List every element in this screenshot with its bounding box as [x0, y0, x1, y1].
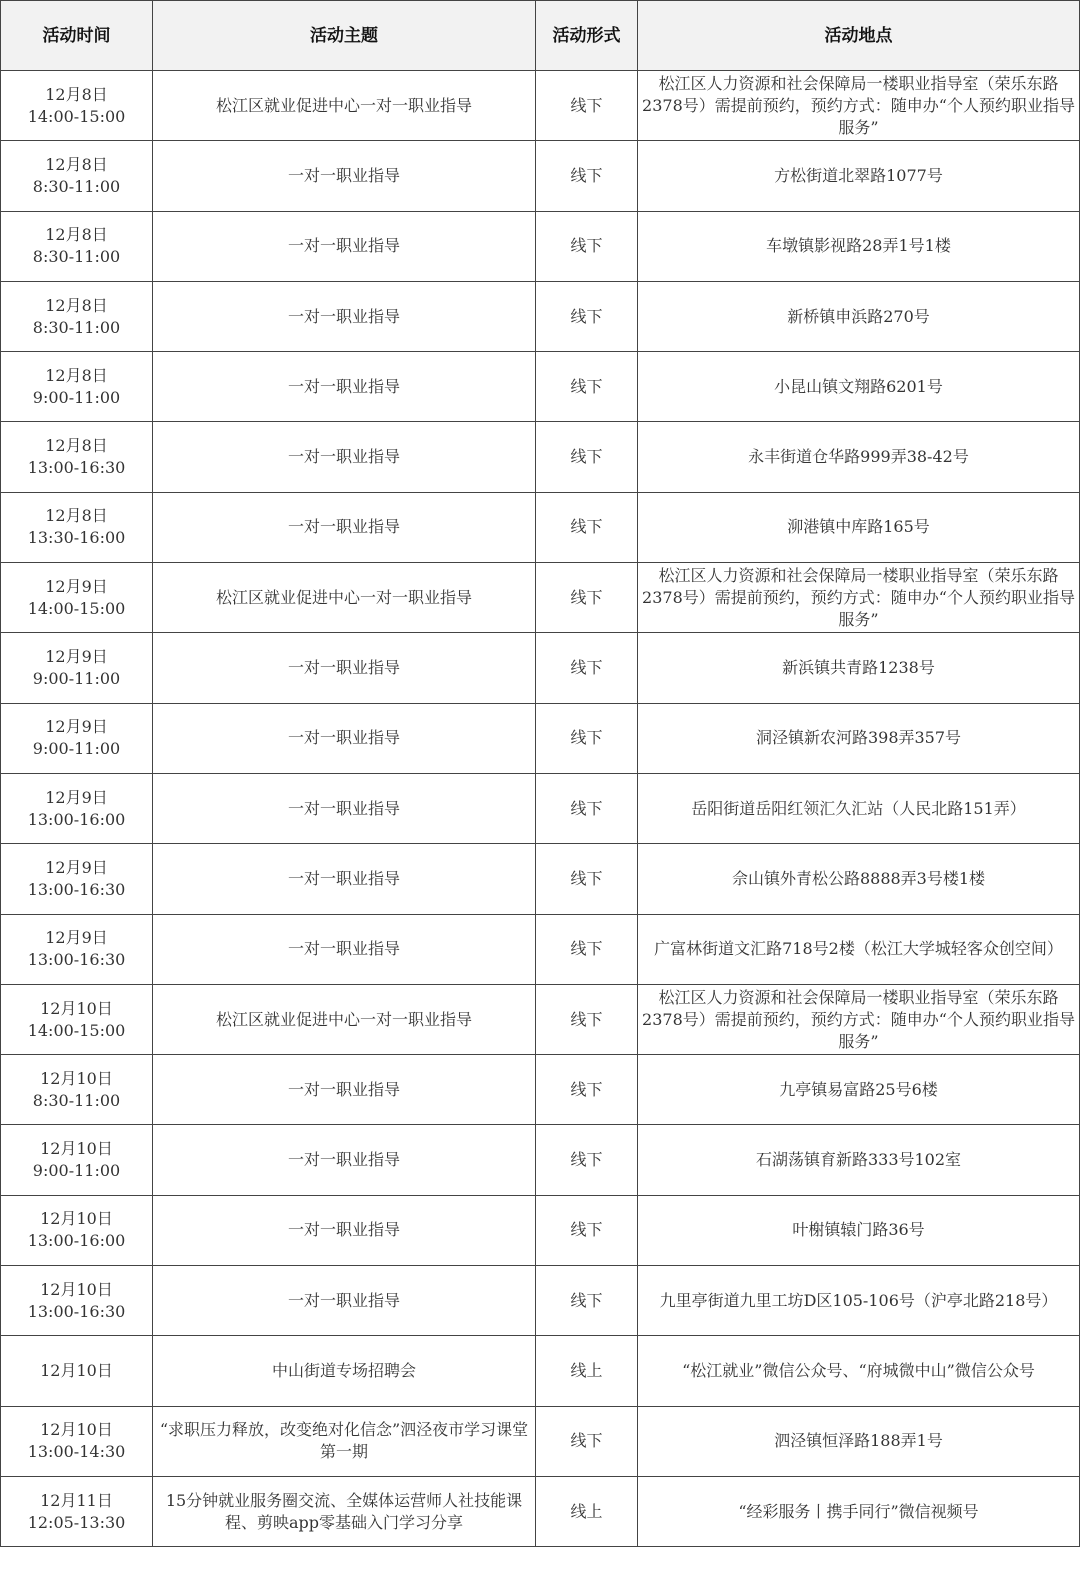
activity-time: 12:05-13:30 [27, 1512, 126, 1532]
activity-location: 岳阳街道岳阳红领汇久汇站（人民北路151弄） [638, 773, 1080, 843]
activity-topic: 一对一职业指导 [153, 141, 536, 211]
table-body [1, 71, 1080, 1547]
time-cell [1, 71, 153, 141]
table-row [1, 1266, 1080, 1336]
activity-location: 九亭镇易富路25号6楼 [638, 1055, 1080, 1125]
activity-date: 12月10日 [40, 1139, 113, 1159]
time-cell [1, 984, 153, 1054]
activity-location: 永丰街道仓华路999弄38-42号 [638, 422, 1080, 492]
activity-topic: 一对一职业指导 [153, 1055, 536, 1125]
table-row [1, 492, 1080, 562]
activity-time: 14:00-15:00 [27, 598, 126, 618]
activity-date: 12月10日 [40, 998, 113, 1018]
header-row [1, 1, 1080, 71]
activity-date: 12月9日 [45, 928, 108, 948]
activity-date: 12月10日 [40, 1209, 113, 1229]
time-cell [1, 914, 153, 984]
activity-format: 线下 [536, 633, 638, 703]
activity-format: 线下 [536, 1195, 638, 1265]
activity-topic: “求职压力释放，改变绝对化信念”泗泾夜市学习课堂第一期 [153, 1406, 536, 1476]
activity-format: 线下 [536, 773, 638, 843]
activity-time: 9:00-11:00 [32, 1161, 121, 1181]
activity-date: 12月8日 [45, 436, 108, 456]
activity-time: 9:00-11:00 [32, 739, 121, 759]
table-row [1, 563, 1080, 633]
activity-location: “经彩服务丨携手同行”微信视频号 [638, 1476, 1080, 1546]
activity-time: 14:00-15:00 [27, 106, 126, 126]
activity-location: 方松街道北翠路1077号 [638, 141, 1080, 211]
activity-time: 13:00-16:00 [27, 809, 126, 829]
activity-time: 8:30-11:00 [32, 317, 121, 337]
activity-date: 12月8日 [45, 225, 108, 245]
activity-format: 线下 [536, 1055, 638, 1125]
activity-location: “松江就业”微信公众号、“府城微中山”微信公众号 [638, 1336, 1080, 1406]
header-topic: 活动主题 [153, 1, 536, 71]
table-row [1, 1055, 1080, 1125]
activity-time: 13:00-16:30 [27, 458, 126, 478]
activity-time: 14:00-15:00 [27, 1020, 126, 1040]
activity-date: 12月9日 [45, 787, 108, 807]
activity-format: 线下 [536, 563, 638, 633]
activity-topic: 一对一职业指导 [153, 1266, 536, 1336]
activity-date: 12月8日 [45, 154, 108, 174]
activity-topic: 一对一职业指导 [153, 422, 536, 492]
activity-location: 车墩镇影视路28弄1号1楼 [638, 211, 1080, 281]
activity-topic: 一对一职业指导 [153, 1195, 536, 1265]
activity-format: 线下 [536, 914, 638, 984]
activity-format: 线下 [536, 984, 638, 1054]
activity-date: 12月8日 [45, 506, 108, 526]
activity-format: 线下 [536, 492, 638, 562]
table-row [1, 1336, 1080, 1406]
activity-date: 12月10日 [40, 1360, 113, 1380]
table-row [1, 773, 1080, 843]
activity-location: 松江区人力资源和社会保障局一楼职业指导室（荣乐东路2378号）需提前预约，预约方式：随申办“个人预约职业指导服务” [638, 71, 1080, 141]
activity-date: 12月9日 [45, 857, 108, 877]
activity-format: 线下 [536, 422, 638, 492]
activity-topic: 一对一职业指导 [153, 773, 536, 843]
activity-format: 线下 [536, 1406, 638, 1476]
activity-location: 九里亭街道九里工坊D区105-106号（沪亭北路218号） [638, 1266, 1080, 1336]
time-cell [1, 492, 153, 562]
table-row [1, 1195, 1080, 1265]
activity-location: 松江区人力资源和社会保障局一楼职业指导室（荣乐东路2378号）需提前预约，预约方式：随申办“个人预约职业指导服务” [638, 563, 1080, 633]
activity-location: 叶榭镇辕门路36号 [638, 1195, 1080, 1265]
table-row [1, 984, 1080, 1054]
activity-format: 线下 [536, 844, 638, 914]
activity-time: 13:30-16:00 [27, 528, 126, 548]
activity-location: 新浜镇共青路1238号 [638, 633, 1080, 703]
activity-topic: 一对一职业指导 [153, 914, 536, 984]
table-row [1, 422, 1080, 492]
activity-time: 13:00-16:00 [27, 1231, 126, 1251]
activity-format: 线下 [536, 71, 638, 141]
activity-date: 12月11日 [40, 1490, 113, 1510]
activity-time: 13:00-16:30 [27, 950, 126, 970]
activity-format: 线下 [536, 211, 638, 281]
activity-date: 12月9日 [45, 717, 108, 737]
activity-topic: 一对一职业指导 [153, 492, 536, 562]
time-cell [1, 844, 153, 914]
activity-date: 12月8日 [45, 365, 108, 385]
activity-format: 线下 [536, 1125, 638, 1195]
activity-format: 线下 [536, 1266, 638, 1336]
activity-date: 12月10日 [40, 1420, 113, 1440]
activity-topic: 一对一职业指导 [153, 1125, 536, 1195]
header-format: 活动形式 [536, 1, 638, 71]
activity-time: 9:00-11:00 [32, 387, 121, 407]
activity-location: 泖港镇中库路165号 [638, 492, 1080, 562]
time-cell [1, 141, 153, 211]
table-row [1, 1125, 1080, 1195]
header-location: 活动地点 [638, 1, 1080, 71]
table-row [1, 141, 1080, 211]
activity-time: 13:00-16:30 [27, 1301, 126, 1321]
activity-topic: 一对一职业指导 [153, 352, 536, 422]
time-cell [1, 563, 153, 633]
table-row [1, 844, 1080, 914]
activity-format: 线上 [536, 1476, 638, 1546]
activity-location: 佘山镇外青松公路8888弄3号楼1楼 [638, 844, 1080, 914]
activity-topic: 一对一职业指导 [153, 703, 536, 773]
activity-topic: 一对一职业指导 [153, 281, 536, 351]
activity-format: 线下 [536, 281, 638, 351]
time-cell [1, 352, 153, 422]
activity-format: 线下 [536, 703, 638, 773]
activity-format: 线下 [536, 352, 638, 422]
activity-location: 广富林街道文汇路718号2楼（松江大学城轻客众创空间） [638, 914, 1080, 984]
time-cell [1, 633, 153, 703]
header-time: 活动时间 [1, 1, 153, 71]
time-cell [1, 1055, 153, 1125]
activity-date: 12月10日 [40, 1068, 113, 1088]
table-row [1, 1476, 1080, 1546]
activity-location: 新桥镇申浜路270号 [638, 281, 1080, 351]
activity-topic: 松江区就业促进中心一对一职业指导 [153, 984, 536, 1054]
activity-location: 松江区人力资源和社会保障局一楼职业指导室（荣乐东路2378号）需提前预约，预约方式：随申办“个人预约职业指导服务” [638, 984, 1080, 1054]
table-row [1, 633, 1080, 703]
activity-location: 泗泾镇恒泽路188弄1号 [638, 1406, 1080, 1476]
activity-topic: 松江区就业促进中心一对一职业指导 [153, 563, 536, 633]
activity-date: 12月8日 [45, 295, 108, 315]
activity-date: 12月10日 [40, 1279, 113, 1299]
table-row [1, 281, 1080, 351]
activity-topic: 一对一职业指导 [153, 633, 536, 703]
activity-date: 12月8日 [45, 84, 108, 104]
activity-location: 石湖荡镇育新路333号102室 [638, 1125, 1080, 1195]
time-cell [1, 211, 153, 281]
table-row [1, 71, 1080, 141]
activity-date: 12月9日 [45, 576, 108, 596]
time-cell [1, 422, 153, 492]
time-cell [1, 703, 153, 773]
table-row [1, 914, 1080, 984]
time-cell [1, 1476, 153, 1546]
activity-topic: 中山街道专场招聘会 [153, 1336, 536, 1406]
activity-date: 12月9日 [45, 647, 108, 667]
activity-location: 小昆山镇文翔路6201号 [638, 352, 1080, 422]
table-row [1, 703, 1080, 773]
table-row [1, 352, 1080, 422]
activity-time: 9:00-11:00 [32, 669, 121, 689]
time-cell [1, 1125, 153, 1195]
table-row [1, 211, 1080, 281]
activity-location: 洞泾镇新农河路398弄357号 [638, 703, 1080, 773]
activity-topic: 松江区就业促进中心一对一职业指导 [153, 71, 536, 141]
activity-format: 线下 [536, 141, 638, 211]
activity-time: 8:30-11:00 [32, 1090, 121, 1110]
time-cell [1, 1406, 153, 1476]
time-cell [1, 281, 153, 351]
activity-topic: 15分钟就业服务圈交流、全媒体运营师人社技能课程、剪映app零基础入门学习分享 [153, 1476, 536, 1546]
time-cell [1, 1195, 153, 1265]
time-cell [1, 1336, 153, 1406]
activity-time: 8:30-11:00 [32, 176, 121, 196]
activity-time: 13:00-16:30 [27, 879, 126, 899]
activity-time: 8:30-11:00 [32, 247, 121, 267]
time-cell [1, 1266, 153, 1336]
table-row [1, 1406, 1080, 1476]
activity-topic: 一对一职业指导 [153, 844, 536, 914]
time-cell [1, 773, 153, 843]
activity-topic: 一对一职业指导 [153, 211, 536, 281]
activity-time: 13:00-14:30 [27, 1442, 126, 1462]
activity-format: 线上 [536, 1336, 638, 1406]
